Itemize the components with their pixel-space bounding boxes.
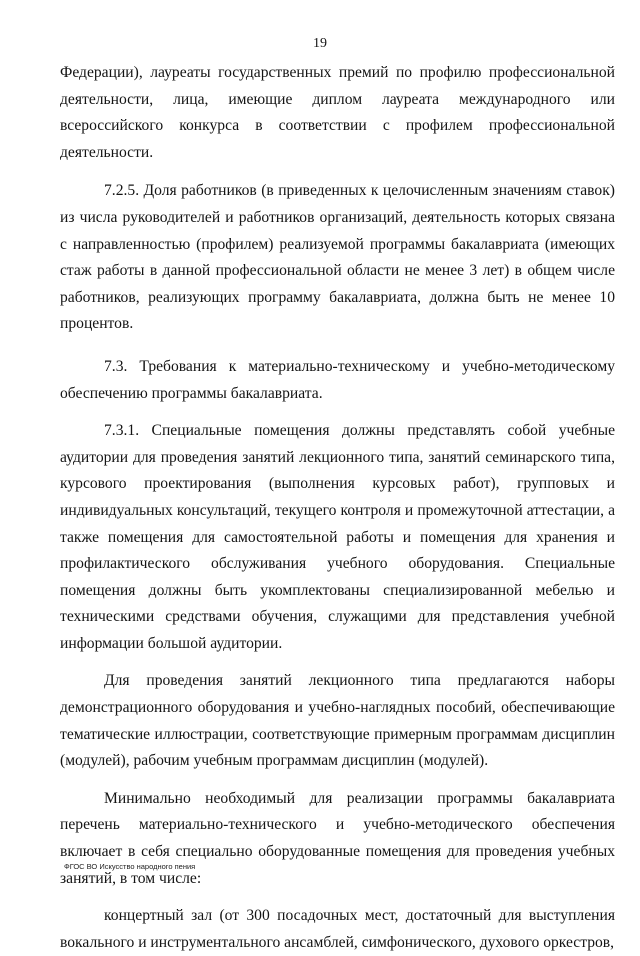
paragraph-7-2-5: 7.2.5. Доля работников (в приведенных к целочисленным значениям ставок) из числа руководителей и работников организаций, деятельность которых связана с направленностью (профилем) реализуемой программы бакалавриата (имеющих стаж работы в данной профессиональной области не менее 3 лет) в общем числе работников, реализующих программу бакалавриата, должна быть не менее 10 процентов. — [60, 182, 615, 333]
page-footer: ФГОС ВО Искусство народного пения — [64, 862, 196, 871]
paragraph-7-3: 7.3. Требования к материально-техническому и учебно-методическому обеспечению программы бакалавриата. — [60, 357, 615, 402]
paragraph-minimal-equipment: Минимально необходимый для реализации программы бакалавриата перечень материально-технического и учебно-методического обеспечения включает в себя специально оборудованные помещения для проведения учебных занятий, в том числе: — [60, 789, 615, 887]
paragraph-lecture-equipment: Для проведения занятий лекционного типа предлагаются наборы демонстрационного оборудования и учебно-наглядных пособий, обеспечивающие тематические иллюстрации, соответствующие примерным программам дисциплин (модулей), рабочим учебным программам дисциплин (модулей). — [60, 672, 615, 770]
document-body — [60, 60, 615, 956]
paragraph-concert-hall: концертный зал (от 300 посадочных мест, достаточный для выступления вокального и инструментального ансамблей, симфонического, духового оркестров, — [60, 907, 615, 951]
paragraph-continuation: Федерации), лауреаты государственных премий по профилю профессиональной деятельности, лица, имеющие диплом лауреата международного или всероссийского конкурса в соответствии с профилем профессиональной деятельности. — [60, 64, 615, 161]
paragraph-7-3-1: 7.3.1. Специальные помещения должны представлять собой учебные аудитории для проведения занятий лекционного типа, занятий семинарского типа, курсового проектирования (выполнения курсовых работ), групповых и индивидуальных консультаций, текущего контроля и промежуточной аттестации, а также помещения для самостоятельной работы и помещения для хранения и профилактического обслуживания учебного оборудования. Специальные помещения должны быть укомплектованы специализированной мебелью и техническими средствами обучения, служащими для представления учебной информации большой аудитории. — [60, 422, 615, 652]
page-number: 19 — [313, 36, 327, 51]
